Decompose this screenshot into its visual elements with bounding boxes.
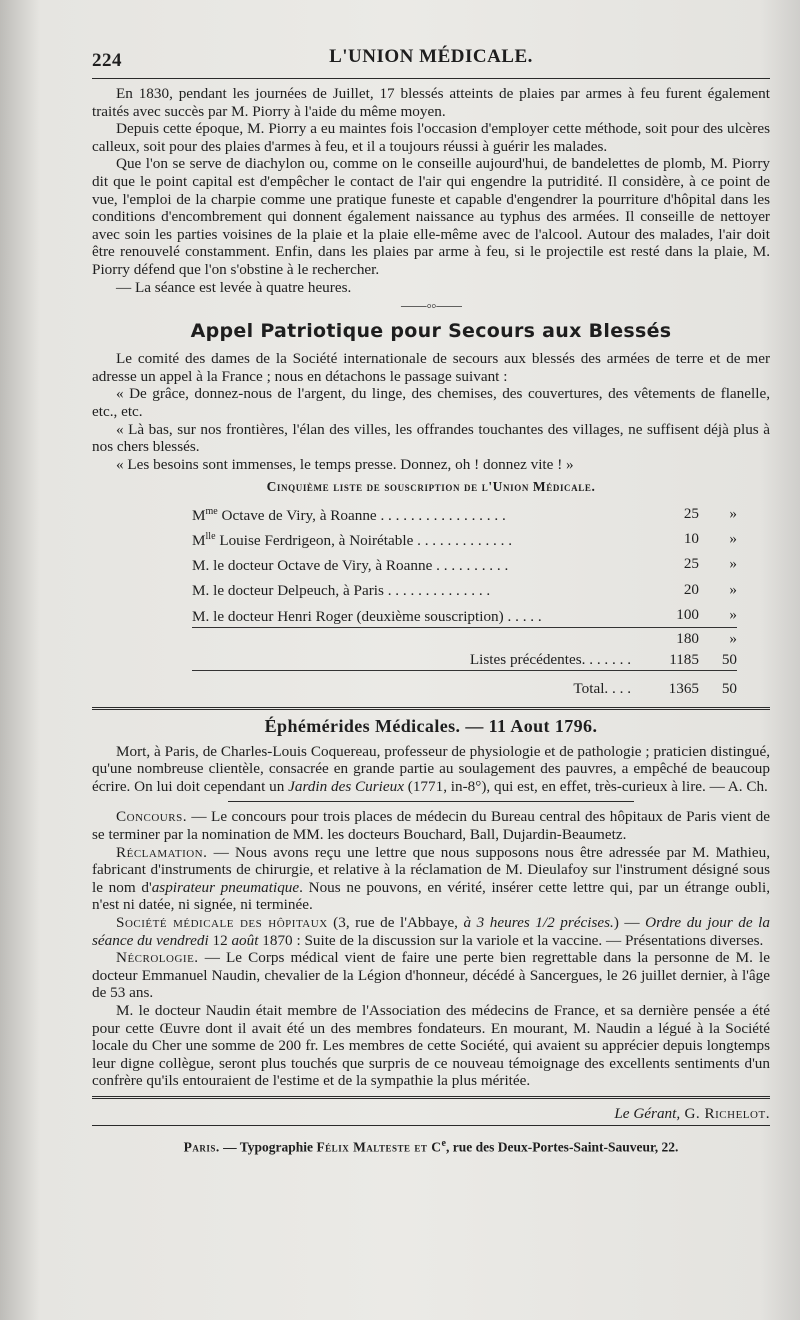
text-run-italic: août <box>231 931 259 949</box>
table-row <box>192 501 737 526</box>
reclamation-notice <box>92 844 770 914</box>
leader-dots: . . . . . . . . . . . . . <box>413 532 513 550</box>
printer-name: Félix Malteste et C <box>316 1139 442 1155</box>
previous-lists-label: Listes précédentes. . . . . . . <box>469 650 631 668</box>
amount: 25 <box>683 555 699 573</box>
donor-title-sup: lle <box>205 531 216 543</box>
printer-sup: e <box>441 1137 446 1149</box>
subscription-list-heading: Cinquième liste de souscription de l'Union Médicale. <box>266 479 596 495</box>
notices-section <box>92 808 770 1090</box>
amount: 10 <box>683 530 699 548</box>
amount: 100 <box>676 605 699 623</box>
text-run: Mort, à Paris, de Charles-Louis Coquereau, professeur de physiologie et de pathologie ; praticien distingué, qu'une nombreuse clientèle, consacrée en grande partie au soulagement des pauvres, a empêché de beaucoup écrire. On lui doit cependant un <box>92 742 770 795</box>
section-rule <box>92 707 770 710</box>
text-run: , rue des Deux-Portes-Saint-Sauveur, 22. <box>445 1139 679 1155</box>
text-run: — Nous avons reçu une lettre que nous supposons nous être adressée par M. Mathieu, fabricant d'instruments de chirurgie, et relative à la réclamation de M. Dieulafoy sur l'instrument désigné sous le nom d' <box>92 843 770 896</box>
text-run: . Nous ne pouvons, en vérité, insérer cette lettre qui, par un étrange oubli, n'est ni datée, ni signée, ni terminée. <box>92 878 770 914</box>
table-row <box>192 602 737 628</box>
subtotal-cents: » <box>699 627 737 649</box>
cents: » <box>729 555 737 573</box>
paragraph: En 1830, pendant les journées de Juillet, 17 blessés atteints de plaies par armes à feu furent également traités avec succès par M. Piorry à l'aide du même moyen. <box>92 85 770 120</box>
cents: » <box>729 505 737 523</box>
text-run: ) — <box>613 913 646 931</box>
previous-cents: 50 <box>721 650 737 668</box>
donor-name: Octave de Viry, à Roanne <box>217 507 377 525</box>
notice-label: Concours. <box>116 808 187 826</box>
ephemerides-paragraph <box>92 743 770 796</box>
donor-prefix: M. <box>192 582 210 600</box>
paragraph: Le comité des dames de la Société internationale de secours aux blessés des armées de terre et de mer adresse un appel à la France ; nous en détachons le passage suivant : <box>92 350 770 385</box>
page-number: 224 <box>92 50 122 71</box>
appeal-title: Appel Patriotique pour Secours aux Blessés <box>190 320 672 343</box>
amount: 20 <box>683 580 699 598</box>
donor-name: le docteur Octave de Viry, à Roanne <box>209 557 433 575</box>
previous-lists-row <box>192 649 737 671</box>
book-title: Jardin des Curieux <box>288 777 404 795</box>
paragraph: Que l'on se serve de diachylon ou, comme on le conseille aujourd'hui, de bandelettes de plomb, M. Piorry dit que le point capital est d'empêcher le contact de l'air qui engendre la putridité. Il considère, à ce point de vue, l'emploi de la charpie comme une pratique funeste et capable d'engendrer la pourriture d'hôpital dans les conditions d'encombrement qui donnent également naissance au typhus des armées. Il conseille de nettoyer avec soin les parties voisines de la plaie et la plaie elle-même avec de l'alcool. Autour des malades, l'air doit être renouvelé constamment. Enfin, dans les plaies par arme à feu, si le projectile est resté dans la plaie, M. Piorry défend que l'on s'obstine à le rechercher. <box>92 155 770 278</box>
text-run: (3, rue de l'Abbaye, <box>327 913 464 931</box>
donor-prefix: M <box>192 532 206 550</box>
header-rule <box>92 78 770 79</box>
imprint-city: Paris. <box>183 1139 220 1155</box>
table-row <box>192 551 737 576</box>
total-amount: 1365 <box>639 670 699 699</box>
subtotal-amount: 180 <box>639 627 699 649</box>
table-row <box>192 576 737 601</box>
short-rule <box>228 801 635 802</box>
donor-prefix: M <box>192 507 206 525</box>
quote-paragraph: « Les besoins sont immenses, le temps presse. Donnez, oh ! donnez vite ! » <box>116 455 574 473</box>
concours-notice <box>92 808 770 843</box>
cents: » <box>729 605 737 623</box>
total-cents: 50 <box>699 670 737 699</box>
journal-title: L'UNION MÉDICALE. <box>329 46 533 67</box>
table-row <box>192 526 737 551</box>
running-header <box>92 42 770 74</box>
text-run-italic: à 3 heures 1/2 précises. <box>463 913 614 931</box>
text-run: (1771, in-8°), qui est, en effet, très-curieux à lire. — A. Ch. <box>403 777 768 795</box>
instrument-name: aspirateur pneumatique <box>151 878 300 896</box>
paragraph: Depuis cette époque, M. Piorry a eu maintes fois l'occasion d'employer cette méthode, soit pour des ulcères calleux, soit pour des plaies d'armes à feu, et il a toujours réussi à guérir les malades. <box>92 120 770 155</box>
total-label: Total. . . . <box>192 670 639 699</box>
leader-dots: . . . . . <box>503 607 542 625</box>
leader-dots: . . . . . . . . . . . . . . . . . <box>376 507 506 525</box>
text-run: 12 <box>208 931 232 949</box>
paragraph: M. le docteur Naudin était membre de l'Association des médecins de France, et sa dernière pensée a été pour cette Œuvre dont il avait été un des membres fondateurs. En mourant, M. Naudin a légué à la Société locale du Cher une somme de 200 fr. Les membres de cette Société, qui avaient su apprécier depuis longtemps leur digne collègue, seront plus touchés que surpris de ce nouveau témoignage des excellents sentiments d'un confrère qu'ils entouraient de l'estime et de la sympathie la plus méritée. <box>92 1001 770 1090</box>
leader-dots: . . . . . . . . . . <box>432 557 509 575</box>
donor-title-sup: me <box>205 506 218 518</box>
text-run-italic: Ordre du jour de la séance du vendredi <box>92 913 770 949</box>
donor-name: le docteur Delpeuch, à Paris <box>209 582 384 600</box>
quote-paragraph: « De grâce, donnez-nous de l'argent, du linge, des chemises, des couvertures, des vêtements de flanelle, etc., etc. <box>92 385 770 420</box>
donor-prefix: M. <box>192 557 210 575</box>
piorry-report <box>92 85 770 296</box>
bottom-rule <box>92 1096 770 1099</box>
total-row <box>192 670 737 699</box>
notice-label: Réclamation. <box>116 843 208 861</box>
ephemerides-section <box>92 716 770 796</box>
text-run: — Le concours pour trois places de médecin du Bureau central des hôpitaux de Paris vient de se terminer par la nomination de MM. les docteurs Bouchard, Ball, Dujardin-Beaumetz. <box>92 808 770 843</box>
donor-prefix: M. <box>192 607 210 625</box>
cents: » <box>729 530 737 548</box>
text-run: — Typographie <box>219 1139 317 1155</box>
donor-name: Louise Ferdrigeon, à Noirétable <box>215 532 414 550</box>
previous-amount: 1185 <box>669 650 699 668</box>
amount: 25 <box>683 505 699 523</box>
ephemerides-title: Éphémérides Médicales. — 11 Aout 1796. <box>264 715 598 736</box>
leader-dots: . . . . . . . . . . . . . . <box>383 582 491 600</box>
societe-notice <box>92 914 770 949</box>
signature <box>92 1105 770 1123</box>
quote-paragraph: « Là bas, sur nos frontières, l'élan des villes, les offrandes touchantes des villages, ne suffisent déjà plus à nos chers blessés. <box>92 420 770 456</box>
text-run: 1870 : Suite de la discussion sur la variole et la vaccine. — Présentations diverses. <box>258 931 764 949</box>
signature-rule <box>92 1125 770 1126</box>
signature-label: Le Gérant, <box>614 1104 681 1122</box>
notice-label: Nécrologie. <box>116 949 199 967</box>
donor-name: le docteur Henri Roger (deuxième souscription) <box>209 607 504 625</box>
text-run: — Le Corps médical vient de faire une perte bien regrettable dans la personne de M. le docteur Emmanuel Naudin, chevalier de la Légion d'honneur, décédé à Sancergues, le 26 juillet dernier, à l'âge de 53 ans. <box>92 949 770 1002</box>
subtotal-row <box>192 627 737 649</box>
signature-name: G. Richelot. <box>680 1104 770 1122</box>
appeal-section <box>92 320 770 698</box>
necrologie-notice <box>92 949 770 1002</box>
notice-label: Société médicale des hôpitaux <box>116 913 328 931</box>
ornament-divider: ⸺◦◦⸺ <box>400 298 462 316</box>
subscription-table <box>192 501 737 698</box>
printer-imprint <box>92 1138 770 1156</box>
session-end: — La séance est levée à quatre heures. <box>116 278 352 296</box>
cents: » <box>729 580 737 598</box>
